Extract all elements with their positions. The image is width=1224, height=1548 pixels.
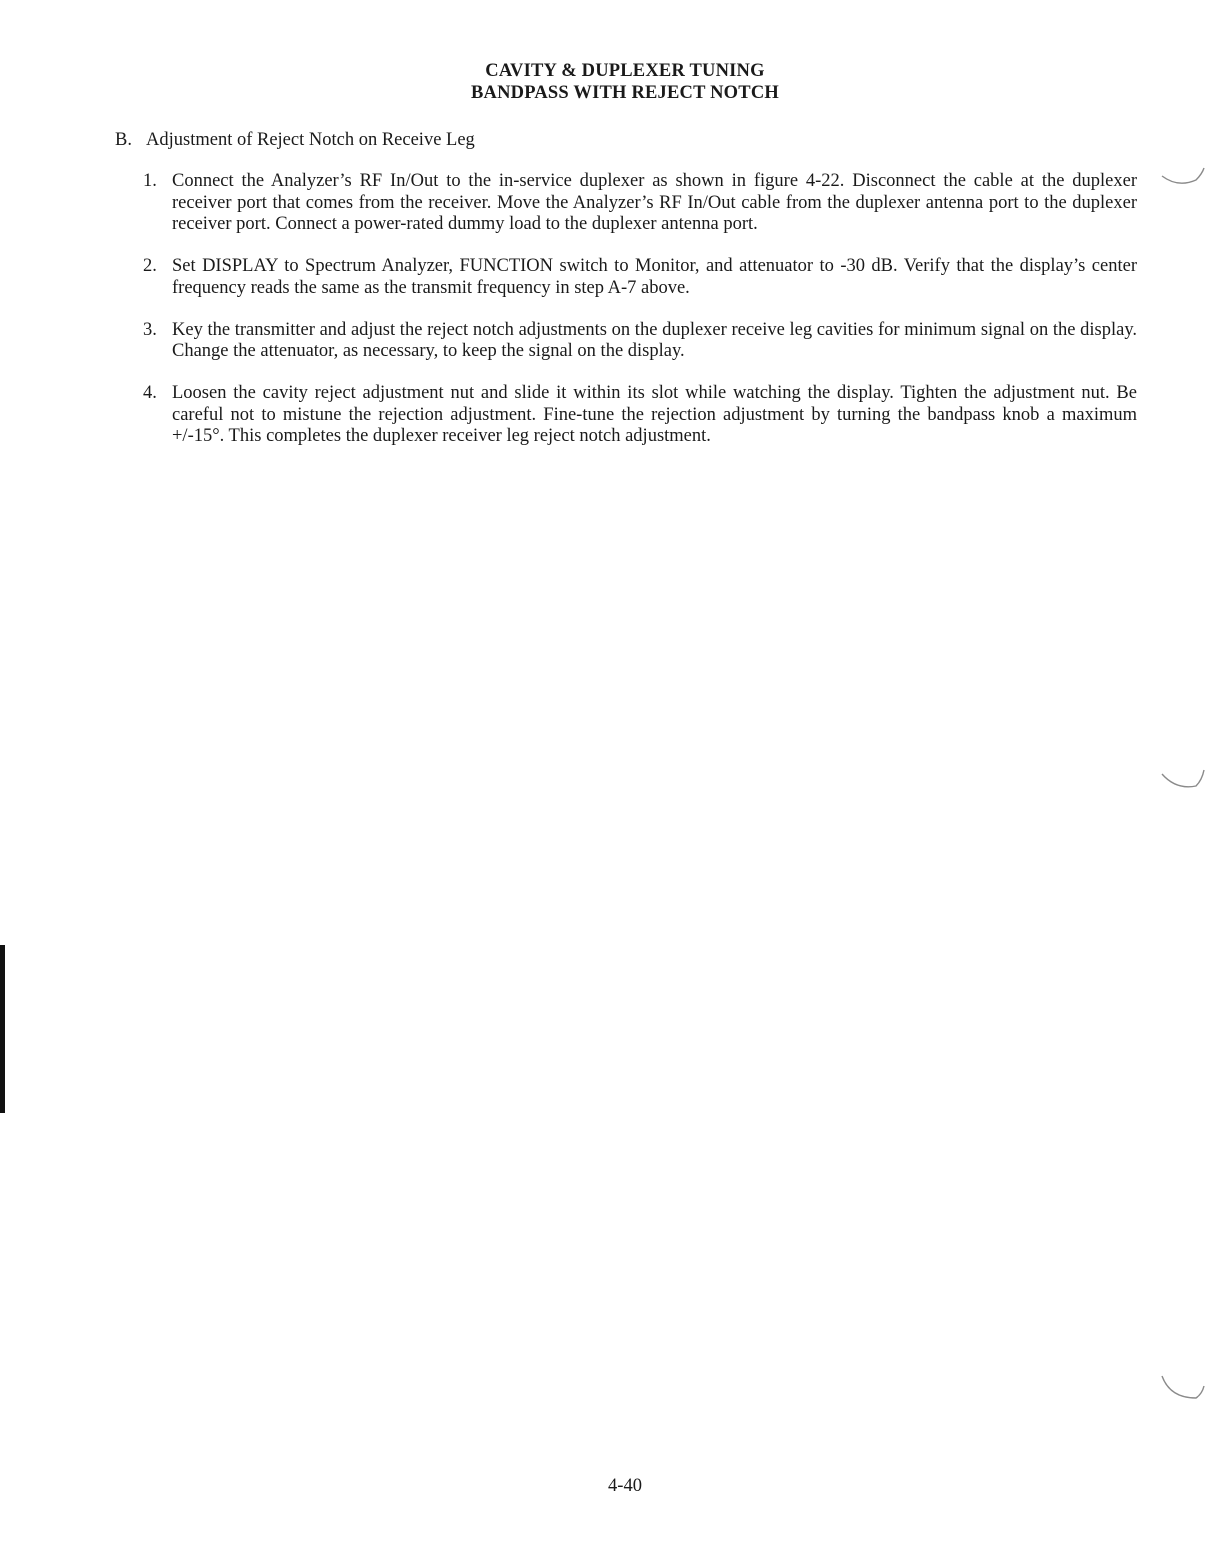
step-number: 4. <box>143 382 157 403</box>
step-text: Connect the Analyzer’s RF In/Out to the in-service duplexer as shown in figure 4-22. Disconnect the cable at the duplexer receiver port that comes from the receiver. Move the Analyzer’s RF In/Out cable from the duplexer antenna port to the duplexer receiver port. Connect a power-rated dummy load to the duplexer antenna port. <box>172 171 1137 235</box>
page-subtitle: BANDPASS WITH REJECT NOTCH <box>471 83 779 103</box>
section-letter: B. <box>115 130 132 150</box>
punch-hole-mark <box>1160 166 1206 190</box>
procedure-step <box>143 383 1137 448</box>
procedure-step <box>143 171 1137 236</box>
procedure-step <box>143 256 1137 299</box>
section-title: Adjustment of Reject Notch on Receive Leg <box>146 130 475 150</box>
step-text: Loosen the cavity reject adjustment nut and slide it within its slot while watching the display. Tighten the adjustment nut. Be careful not to mistune the rejection adjustment. Fine-tune the rejection adjustment by turning the bandpass knob a maximum +/-15°. This completes the duplexer receiver leg reject notch adjustment. <box>172 382 1137 447</box>
procedure-step <box>143 320 1137 363</box>
page-header <box>0 60 1224 104</box>
punch-hole-mark <box>1160 1372 1206 1396</box>
page-title: CAVITY & DUPLEXER TUNING <box>485 61 765 81</box>
punch-hole-mark <box>1160 768 1206 792</box>
step-text: Set DISPLAY to Spectrum Analyzer, FUNCTION switch to Monitor, and attenuator to -30 dB. Verify that the display’s center frequency reads the same as the transmit frequency in step A-7 above. <box>172 256 1137 298</box>
step-number: 2. <box>143 256 157 277</box>
procedure-steps <box>143 171 1137 468</box>
binder-edge-shadow <box>0 945 5 1113</box>
step-text: Key the transmitter and adjust the reject notch adjustments on the duplexer receive leg cavities for minimum signal on the display. Change the attenuator, as necessary, to keep the signal on the display. <box>172 319 1137 362</box>
step-number: 3. <box>143 319 157 340</box>
step-number: 1. <box>143 171 157 191</box>
section-heading <box>115 128 475 152</box>
page-number: 4-40 <box>608 1476 642 1496</box>
